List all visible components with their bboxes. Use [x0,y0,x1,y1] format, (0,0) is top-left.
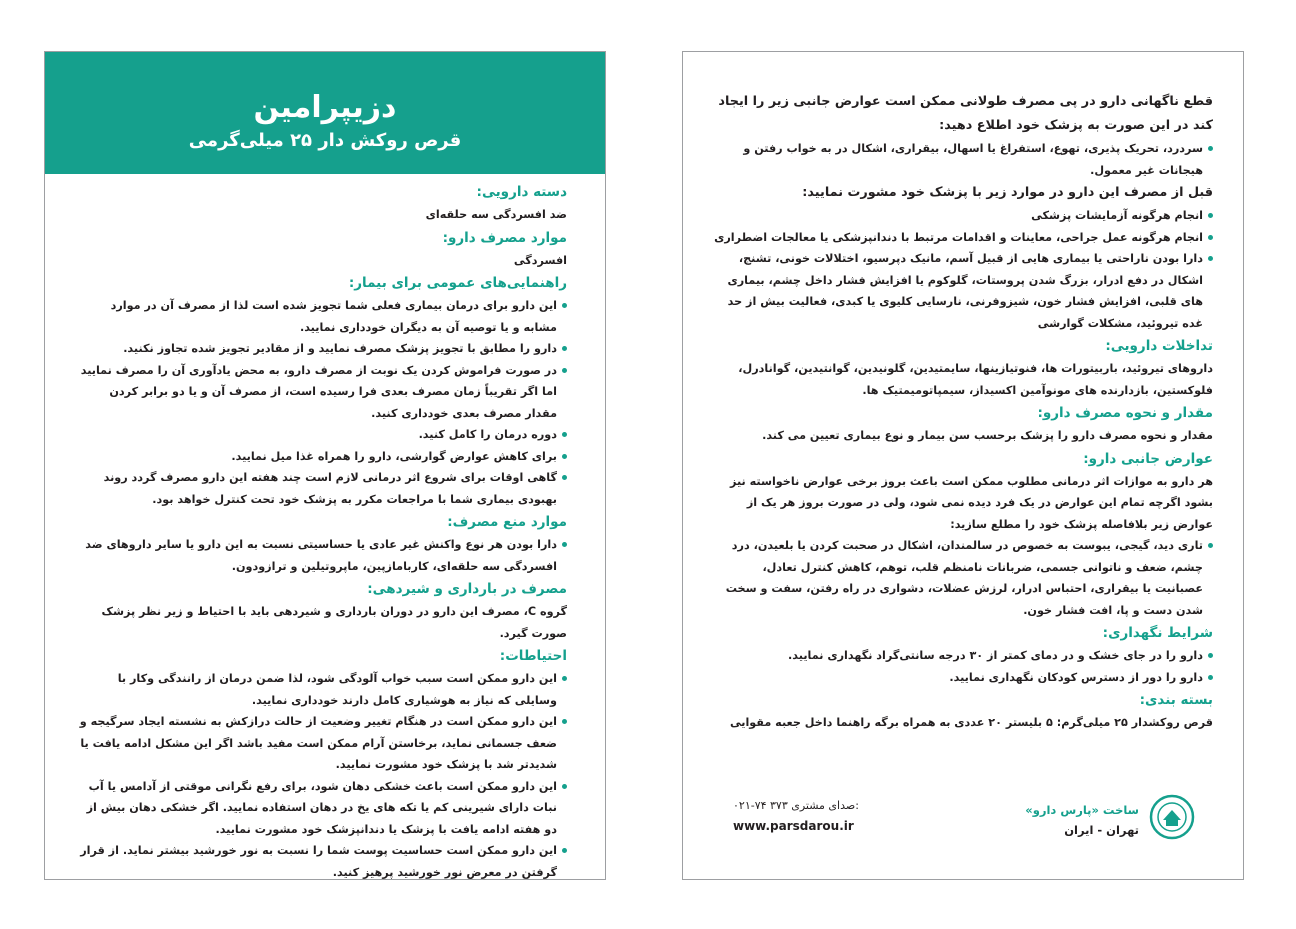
drug-title: دزیپرامین [253,90,397,125]
manufacturer-location: تهران - ایران [1064,823,1139,837]
paragraph: ضد افسردگی سه حلقه‌ای [425,208,567,221]
bullet-item: این دارو برای درمان بیماری فعلی شما تجویز شده است لذا از مصرف آن در موارد مشابه و یا توصیه آن به دیگران خودداری نمایید. [79,295,567,338]
bullet-item: این دارو ممکن است سبب خواب آلودگی شود، لذا ضمن درمان از رانندگی وکار با وسایلی که نیاز به هوشیاری کامل دارند خودداری نمایید. [79,668,567,711]
website-link[interactable]: www.parsdarou.ir [733,819,854,833]
right-content [683,52,1243,734]
bullet-item: دوره درمان را کامل کنید. [79,424,567,446]
section-heading: احتیاطات: [499,648,567,664]
section-heading: مقدار و نحوه مصرف دارو: [1037,405,1213,421]
drug-subtitle: قرص روکش دار ۲۵ میلی‌گرمی [188,130,462,151]
paragraph: مقدار و نحوه مصرف دارو را پزشک برحسب سن بیمار و نوع بیماری تعیین می کند. [762,429,1213,442]
bullet-item: این دارو ممکن است حساسیت پوست شما را نسبت به نور خورشید بیشتر نماید. از قرار گرفتن در معرض نور خورشید پرهیز کنید. [79,840,567,880]
section-heading: دسته دارویی: [476,184,567,200]
section-heading: راهنمایی‌های عمومی برای بیمار: [348,275,567,291]
manufacturer-name: ساخت «پارس دارو» [1025,803,1139,817]
bullet-item: برای کاهش عوارض گوارشی، دارو را همراه غذا میل نمایید. [79,446,567,468]
bullet-item: گاهی اوقات برای شروع اثر درمانی لازم است چند هفته این دارو مصرف گردد روند بهبودی بیماری شما با مراجعات مکرر به پزشک خود تحت کنترل خواهد بود. [79,467,567,510]
section-heading: شرایط نگهداری: [1102,625,1213,641]
manufacturer-info [1025,800,1139,840]
bullet-item: دارو را دور از دسترس کودکان نگهداری نمایید. [713,667,1213,689]
section-heading: بسته بندی: [1139,692,1213,708]
paragraph: داروهای تیروئید، باربیتورات ها، فنوتیازینها، سایمتیدین، گلونیدین، گوانتیدین، گوانادرل، فلوکستین، بازدارنده های مونوآمین اکسیداز، سیمپاتومیمتیک ها. [738,362,1213,397]
paragraph: هر دارو به موازات اثر درمانی مطلوب ممکن است باعث بروز برخی عوارض ناخواسته نیز بشود اگرچه تمام این عوارض در یک فرد دیده نمی شود، ولی در صورت بروز هر یک از عوارض زیر بلافاصله پزشک خود را مطلع سازید: [729,474,1213,531]
section-heading: تداخلات دارویی: [1105,338,1213,354]
paragraph: قبل از مصرف این دارو در موارد زیر با پزشک خود مشورت نمایید: [802,185,1213,200]
paragraph: قطع ناگهانی دارو در پی مصرف طولانی ممکن است عوارض جانبی زیر را ایجاد کند در این صورت به پزشک خود اطلاع دهید: [718,94,1213,133]
footer [733,794,1195,854]
bullet-item: دارو را در جای خشک و در دمای کمتر از ۳۰ درجه سانتی‌گراد نگهداری نمایید. [713,645,1213,667]
section-heading: عوارض جانبی دارو: [1083,450,1213,467]
paragraph: قرص روکشدار ۲۵ میلی‌گرم: ۵ بلیستر ۲۰ عددی به همراه برگه راهنما داخل جعبه مقوایی [729,716,1213,729]
title-banner [45,52,605,174]
bullet-item: دارو را مطابق با تجویز پزشک مصرف نمایید و از مقادیر تجویز شده تجاوز نکنید. [79,338,567,360]
bullet-item: این دارو ممکن است در هنگام تغییر وضعیت از حالت درازکش به نشسته ایجاد سرگیجه و ضعف جسمانی نماید، برخاستن آرام ممکن است مفید باشد اگر این مشکل ادامه یافت یا شدیدتر شد با پزشک خود مشورت نمایید. [79,711,567,776]
bullet-item: تاری دید، گیجی، یبوست به خصوص در سالمندان، اشکال در صحبت کردن یا بلعیدن، درد چشم، ضعف و ناتوانی جسمی، ضربانات نامنظم قلب، توهم، کاهش کنترل تعادل، عصبانیت یا بیقراری، احتباس ادرار، لرزش عضلات، دشواری در راه رفتن، سفت و سخت شدن دست و پا، افت فشار خون. [713,535,1213,621]
bullet-item: سردرد، تحریک پذیری، تهوع، استفراغ یا اسهال، بیقراری، اشکال در به خواب رفتن و هیجانات غیر معمول. [713,138,1213,181]
bullet-item: انجام هرگونه آزمایشات پزشکی [713,205,1213,227]
bullet-item: این دارو ممکن است باعث خشکی دهان شود، برای رفع نگرانی موقتی از آدامس یا آب نبات دارای شیرینی کم یا تکه های یخ در دهان استفاده نمایید. اگر خشکی دهان بیش از دو هفته ادامه یافت با پزشک یا دندانپزشک خود مشورت نمایید. [79,776,567,841]
bullet-item: دارا بودن ناراحتی یا بیماری هایی از قبیل آسم، مانیک دپرسیو، اختلالات خونی، تشنج، اشکال در دفع ادرار، بزرگ شدن پروستات، گلوکوم یا افزایش فشار داخل چشم، بیماری های قلبی، افزایش فشار خون، شیزوفرنی، نارسایی کلیوی یا کبدی، فعالیت بیش از حد غده تیروئید، مشکلات گوارشی [713,248,1213,334]
bullet-item: در صورت فراموش کردن یک نوبت از مصرف دارو، به محض یادآوری آن را مصرف نمایید اما اگر تقریباً زمان مصرف بعدی فرا رسیده است، از مصرف آن و یا دو برابر کردن مقدار مصرف بعدی خودداری کنید. [79,360,567,425]
company-logo-icon [1149,794,1195,840]
section-heading: مصرف در بارداری و شیردهی: [367,581,567,597]
section-heading: موارد منع مصرف: [447,514,567,530]
paragraph: گروه C، مصرف این دارو در دوران بارداری و شیردهی باید با احتیاط و زیر نظر پزشک صورت گیرد. [101,605,567,640]
right-panel [682,51,1244,880]
paragraph: افسردگی [513,253,567,267]
left-content [45,174,605,880]
section-heading: موارد مصرف دارو: [442,229,567,246]
bullet-item: انجام هرگونه عمل جراحی، معاینات و اقدامات مرتبط با دندانپزشکی یا معالجات اضطراری [713,227,1213,249]
contact-info [733,796,859,836]
phone-label: صدای مشتری: [791,799,859,812]
bullet-item: دارا بودن هر نوع واکنش غیر عادی یا حساسیتی نسبت به این دارو یا سایر داروهای ضد افسردگی سه حلقه‌ای، کاربامازپین، ماپروتیلین و ترازودون. [79,534,567,577]
phone-number: ۰۲۱-۷۴ ۳۷۳ [733,799,788,812]
left-panel [44,51,606,880]
